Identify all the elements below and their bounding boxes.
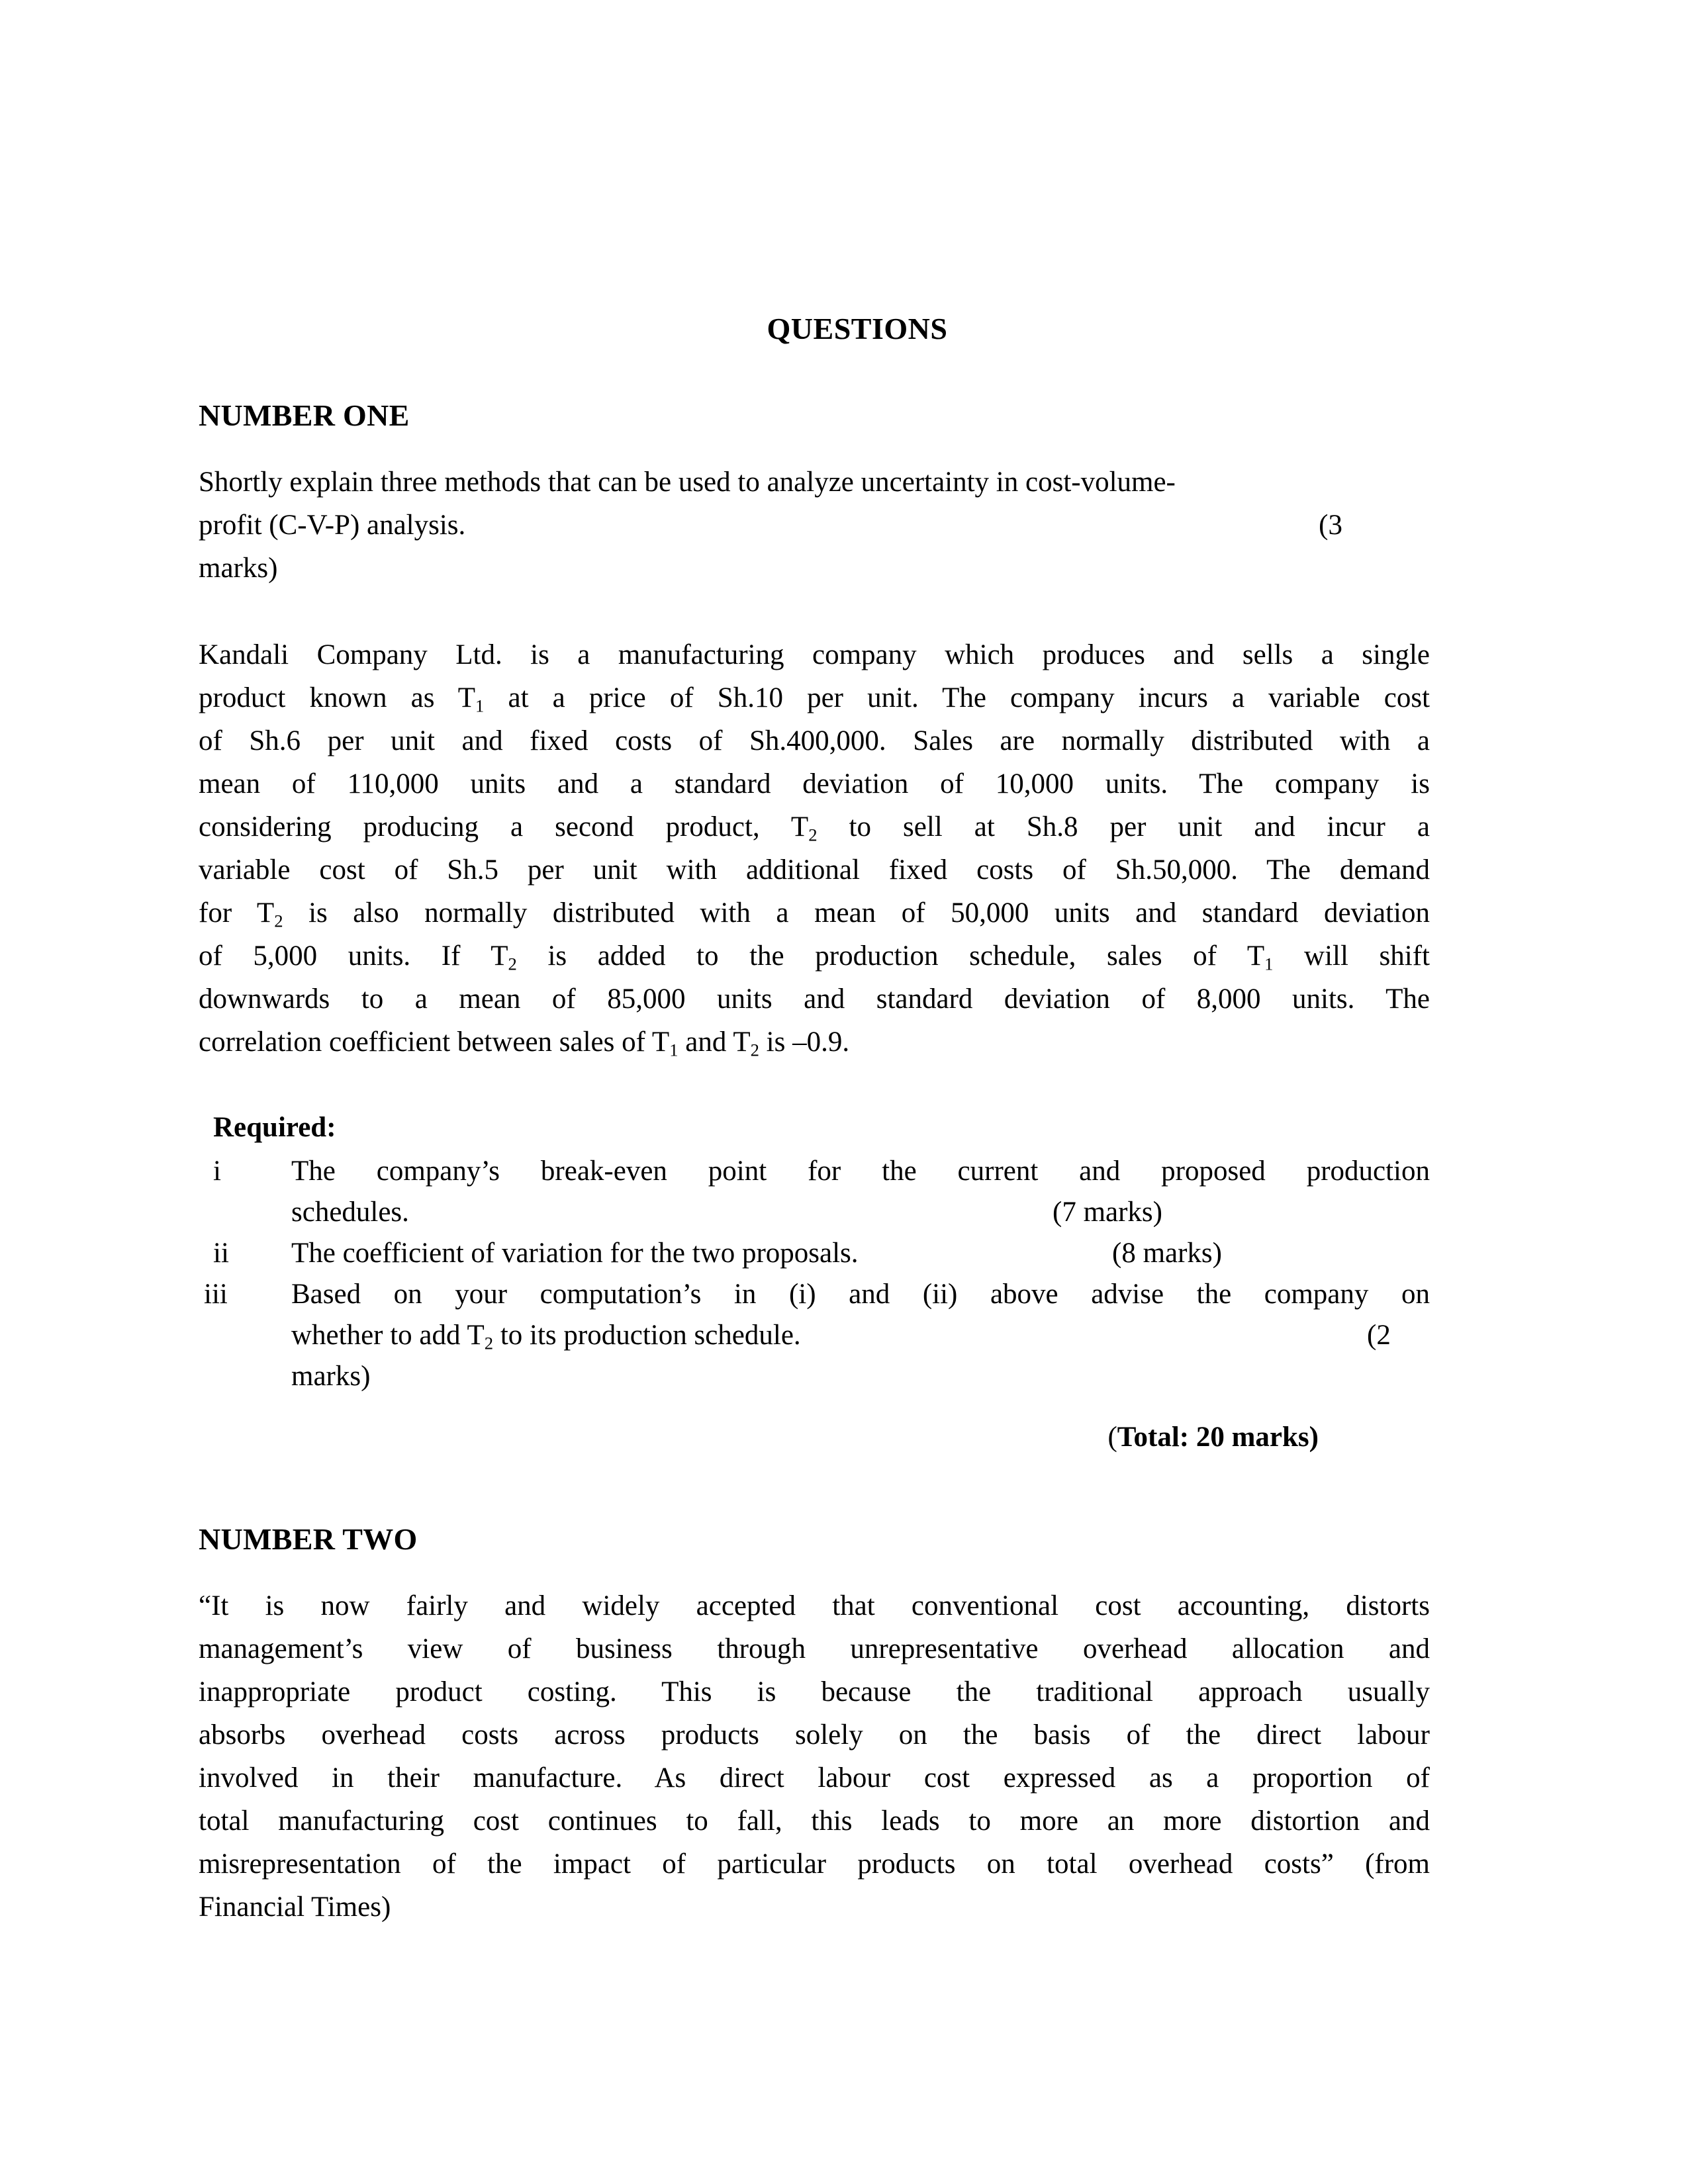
required-numeral-ii: ii	[213, 1238, 229, 1269]
intro-line-3: marks)	[199, 553, 278, 584]
required-item-ii-line-1-text: The coefficient of variation for the two proposals.	[291, 1238, 859, 1269]
scenario-line-3: of Sh.6 per unit and fixed costs of Sh.400,000. Sales are normally distributed with a	[199, 725, 1430, 756]
scenario-line-10	[199, 1021, 1430, 1064]
required-list	[199, 1151, 1430, 1397]
scenario-line-7-a: for T	[199, 897, 275, 929]
page-content	[199, 311, 1430, 1929]
question-one-intro	[199, 461, 1430, 590]
quote-line-1: “It is now fairly and widely accepted that conventional cost accounting, distorts	[199, 1590, 1430, 1621]
subscript-t1: 1	[1264, 954, 1274, 974]
quote-line-6: total manufacturing cost continues to fall, this leads to more an more distortion and	[199, 1805, 1430, 1837]
question-two-quote	[199, 1584, 1430, 1929]
intro-line-2	[199, 504, 1430, 547]
intro-line-2-text: profit (C-V-P) analysis.	[199, 510, 466, 541]
required-numeral-i: i	[213, 1156, 221, 1187]
scenario-line-8	[199, 934, 1430, 978]
quote-line-2: management’s view of business through unrepresentative overhead allocation and	[199, 1633, 1430, 1664]
required-item-i-line-2-text: schedules.	[291, 1197, 409, 1228]
required-item-i-marks: (7 marks)	[1053, 1197, 1162, 1228]
required-item-ii-marks: (8 marks)	[1112, 1238, 1222, 1269]
required-item-iii-line-2-a: whether to add T	[291, 1320, 485, 1351]
quote-line-3: inappropriate product costing. This is because the traditional approach usually	[199, 1676, 1430, 1707]
scenario-line-1: Kandali Company Ltd. is a manufacturing company which produces and sells a single	[199, 639, 1430, 670]
scenario-line-5	[199, 805, 1430, 848]
scenario-line-8-a: of 5,000 units. If T	[199, 940, 508, 972]
spacer	[199, 1458, 1430, 1502]
total-paren-open: (	[1107, 1422, 1117, 1453]
quote-line-7: misrepresentation of the impact of particular products on total overhead costs” (from	[199, 1848, 1430, 1880]
spacer	[199, 1502, 1430, 1522]
scenario-line-10-b: and T	[678, 1026, 751, 1058]
subscript-t1: 1	[669, 1040, 679, 1060]
required-item-iii-line-3: marks)	[291, 1361, 371, 1392]
section-heading-number-one: NUMBER ONE	[199, 398, 410, 432]
scenario-line-9: downwards to a mean of 85,000 units and standard deviation of 8,000 units. The	[199, 983, 1430, 1015]
scenario-line-4: mean of 110,000 units and a standard deviation of 10,000 units. The company is	[199, 768, 1430, 799]
question-one-scenario	[199, 633, 1430, 1064]
scenario-line-2-a: product known as T	[199, 682, 476, 713]
required-numeral-iii: iii	[204, 1279, 228, 1310]
required-item-iii	[204, 1274, 1430, 1397]
scenario-line-5-a: considering producing a second product, T	[199, 811, 809, 842]
scenario-line-5-b: to sell at Sh.8 per unit and incur a	[817, 811, 1430, 842]
required-item-ii-body	[291, 1233, 1430, 1274]
required-item-i-body	[291, 1151, 1430, 1233]
required-item-i-line-1: The company’s break-even point for the current and proposed production	[291, 1156, 1430, 1187]
intro-marks-open: (3	[1319, 510, 1342, 541]
total-marks-line	[199, 1417, 1430, 1458]
total-marks-text: Total: 20 marks)	[1117, 1422, 1319, 1453]
scenario-line-10-a: correlation coefficient between sales of T	[199, 1026, 670, 1058]
required-item-i	[213, 1151, 1430, 1233]
required-item-iii-line-2	[291, 1315, 1430, 1356]
page-title: QUESTIONS	[767, 312, 948, 345]
spacer	[199, 1064, 1430, 1107]
required-item-iii-marks-open: (2	[1367, 1320, 1391, 1351]
quote-line-5: involved in their manufacture. As direct labour cost expressed as a proportion of	[199, 1762, 1430, 1794]
required-heading: Required:	[213, 1112, 336, 1143]
spacer	[199, 590, 1430, 633]
intro-line-1: Shortly explain three methods that can be used to analyze uncertainty in cost-volume-	[199, 467, 1176, 498]
scenario-line-7	[199, 891, 1430, 934]
quote-line-8: Financial Times)	[199, 1891, 391, 1923]
required-item-ii	[213, 1233, 1430, 1274]
subscript-t2: 2	[274, 911, 283, 931]
required-item-i-line-2	[291, 1192, 1430, 1233]
section-heading-number-two: NUMBER TWO	[199, 1522, 418, 1556]
required-item-iii-line-2-b: to its production schedule.	[493, 1320, 801, 1351]
quote-line-4: absorbs overhead costs across products solely on the basis of the direct labour	[199, 1719, 1430, 1751]
required-item-iii-line-1: Based on your computation’s in (i) and (ii) above advise the company on	[291, 1279, 1430, 1310]
required-item-ii-line-1	[291, 1233, 1430, 1274]
subscript-t2: 2	[808, 825, 818, 845]
scenario-line-10-c: is –0.9.	[759, 1026, 850, 1058]
subscript-t1: 1	[475, 696, 485, 716]
scenario-line-8-b: is added to the production schedule, sales of T	[516, 940, 1265, 972]
scenario-line-7-b: is also normally distributed with a mean of 50,000 units and standard deviation	[283, 897, 1430, 929]
subscript-t2: 2	[750, 1040, 759, 1060]
scenario-line-6: variable cost of Sh.5 per unit with additional fixed costs of Sh.50,000. The demand	[199, 854, 1430, 886]
subscript-t2: 2	[508, 954, 517, 974]
scenario-line-8-c: will shift	[1273, 940, 1430, 972]
required-item-iii-body	[291, 1274, 1430, 1397]
scenario-line-2	[199, 676, 1430, 719]
subscript-t2: 2	[484, 1333, 494, 1353]
scenario-line-2-b: at a price of Sh.10 per unit. The company incurs a variable cost	[484, 682, 1430, 713]
